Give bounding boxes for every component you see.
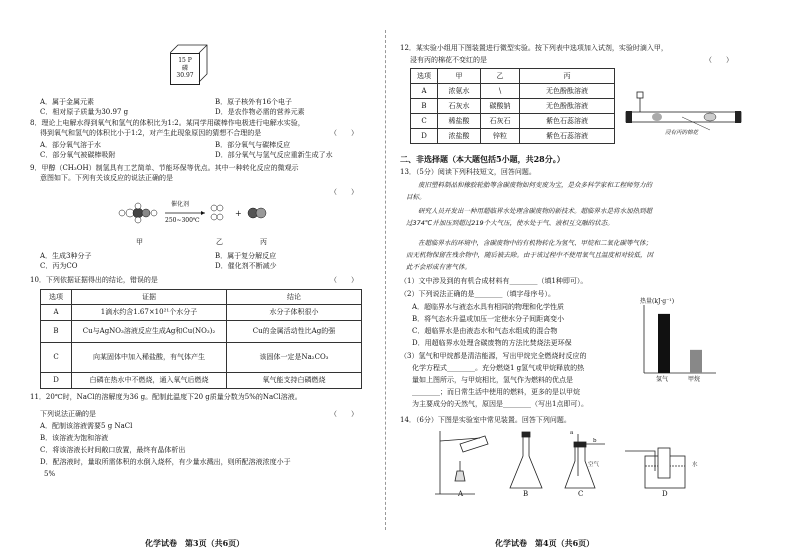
q8-option-a: A．部分氧气溶于水 [40, 141, 102, 149]
q11-option-d: D．配溶液时，量取所需体积的水倒入烧杯，有少量水溅出，则所配溶液浓度小于 [40, 458, 291, 466]
q11-stem-line1: 11．20℃时，NaCl的溶解度为36 g。配制此温度下20 g质量分数为5%的NaCl溶液。 [30, 393, 302, 401]
element-mass: 30.97 [176, 72, 194, 79]
page-footer-left: 化学试卷 第3页（共6页） [145, 538, 245, 548]
q13-sub3-line2: 化学方程式________。充分燃烧1 g氢气或甲烷释放的热 [412, 364, 585, 372]
stopper-right [735, 111, 741, 123]
table-cell: 紫色石蕊溶液 [520, 129, 615, 144]
q9-answer-paren: （ ） [330, 188, 358, 196]
table-row [411, 99, 615, 114]
table-cell: 紫色石蕊溶液 [520, 114, 615, 129]
q13-sub2-option-c: C．超临界水是由液态水和气态水组成的混合物 [412, 327, 558, 335]
q8-option-d: D．部分氧气与氢气反应重新生成了水 [215, 151, 333, 159]
q13-sub3-line3: 量如上图所示，与甲烷相比，氢气作为燃料的优点是 [412, 376, 573, 384]
q9-label-bing: 丙 [260, 238, 267, 246]
table-cell: 无色酚酞溶液 [520, 99, 615, 114]
table-cell: B [41, 321, 72, 343]
table-cell: 白磷在热水中不燃烧，通入氧气后燃烧 [72, 373, 227, 389]
table-header-cell: 选项 [411, 69, 438, 84]
table-header-cell: 乙 [481, 69, 520, 84]
q7-option-c: C．相对原子质量为30.97 g [40, 108, 129, 116]
q8-option-b: B．部分氧气与碳棒反应 [215, 141, 291, 149]
q10-stem: 10．下列依据证据得出的结论，错误的是 [30, 276, 158, 284]
table-cell: 碳酸钠 [481, 99, 520, 114]
apparatus-d [625, 448, 685, 488]
q13-sub2-option-a: A．超临界水与液态水具有相同的物理和化学性质 [412, 303, 565, 311]
q13-sub3-line5: 为主要成分的天然气，原因是________（写出1点即可）。 [412, 400, 588, 408]
q13-sub1: （1）文中涉及到的有机合成材料有________（填1种即可）。 [400, 277, 588, 285]
q8-stem-line2: 得到氧气和氢气的体积比小于1:2，对产生此现象原因的猜想不合理的是 [40, 129, 262, 137]
reagent-yi [652, 113, 662, 121]
q12-answer-paren: （ ） [705, 56, 733, 64]
q11-stem-line2: 下列说法正确的是 [40, 410, 96, 418]
q14-d-label-water: 水 [692, 462, 698, 468]
table-row [41, 305, 362, 321]
q11-option-c: C．将该溶液长时间敞口放置，最终有晶体析出 [40, 446, 186, 454]
q12-cotton-label: 浸有丙的棉花 [665, 130, 699, 136]
page-footer-right: 化学试卷 第4页（共6页） [495, 538, 595, 548]
cotton-ball [704, 113, 716, 121]
q10-table [40, 289, 362, 389]
q9-stem-line1: 9．甲醇（CH₃OH）制氢具有工艺简单、节能环保等优点。其中一种转化反应的微观示 [30, 164, 299, 172]
q11-option-a: A．配制该溶液需要5 g NaCl [40, 422, 133, 430]
q7-option-d: D．是农作物必需的营养元素 [215, 108, 305, 116]
table-cell: 氧气能支持白磷燃烧 [227, 373, 362, 389]
table-row [41, 321, 362, 343]
table-row [41, 373, 362, 389]
q13-sub2: （2）下列说法正确的是________（填字母序号）。 [400, 290, 555, 298]
chart-bar [658, 314, 670, 373]
q13-passage-p2b: 过374℃并加压到超过219个大气压，使水处于气、液相互交融的状态。 [406, 219, 614, 227]
q13-passage-p3: 在超临界水的环境中，含碳废物中的有机物转化为氢气、甲烷和二氧化碳等气体； [418, 239, 652, 247]
q13-sub3-line4: ________；而日常生活中使用的燃料，更多的是以甲烷 [412, 388, 580, 396]
section-2-title: 二、非选择题（本大题包括5小题，共28分。） [400, 154, 565, 164]
table-cell: 石灰水 [438, 99, 481, 114]
table-row [41, 343, 362, 373]
table-row [411, 114, 615, 129]
stopper-left [626, 111, 632, 123]
table-header-cell: 结论 [227, 290, 362, 305]
table-cell: A [411, 84, 438, 99]
hydrogen-molecules [211, 205, 223, 220]
q13-sub2-option-d: D．用超临界水处理含碳废物的方法比焚烧法更环保 [412, 339, 572, 347]
q14-c-label-b: b [593, 438, 597, 444]
table-cell: Cu的金属活动性比Ag的强 [227, 321, 362, 343]
table-cell: 1滴水约含1.67×10²¹个水分子 [72, 305, 227, 321]
table-cell: C [411, 114, 438, 129]
table-cell: A [41, 305, 72, 321]
table-cell: 浓盐酸 [438, 129, 481, 144]
q11-option-b: B．该溶液为饱和溶液 [40, 434, 109, 442]
q7-option-b: B．原子核外有16个电子 [215, 98, 293, 106]
table-cell: 稀盐酸 [438, 114, 481, 129]
right-page [400, 0, 760, 560]
methanol-molecule [119, 203, 157, 223]
table-header-row [41, 290, 362, 305]
chart-ylabel: 热量(kJ·g⁻¹) [640, 298, 675, 305]
apparatus-b [510, 432, 542, 488]
q8-answer-paren: （ ） [330, 129, 358, 137]
table-cell: 无色酚酞溶液 [520, 84, 615, 99]
table-cell: D [41, 373, 72, 389]
table-cell: 浓氨水 [438, 84, 481, 99]
co-molecule [248, 208, 266, 218]
q13-passage-p2: 研究人员开发出一种用超临界水处理含碳废物的新技术。超临界水是将水加热到超 [418, 207, 652, 215]
table-header-cell: 丙 [520, 69, 615, 84]
table-header-cell: 证据 [72, 290, 227, 305]
q9-stem-line2: 意图如下。下列有关该反应的说法正确的是 [40, 174, 173, 182]
table-header-cell: 甲 [438, 69, 481, 84]
page-divider [385, 30, 386, 530]
q13-passage-p3c: 此不会形成有害气体。 [406, 263, 471, 271]
table-cell: \ [481, 84, 520, 99]
element-card-3d-edge [170, 44, 210, 84]
chart-category-label: 甲烷 [688, 376, 701, 383]
q13-passage-p1: 废旧塑料制品和橡胶轮胎等含碳废物如何变废为宝，是众多科学家和工程师努力的 [418, 181, 652, 189]
chart-bar [690, 350, 702, 373]
q9-label-jia: 甲 [136, 238, 143, 246]
table-cell: 锌粒 [481, 129, 520, 144]
apparatus-c [565, 434, 605, 488]
element-name: 磷 [181, 64, 188, 72]
q7-option-a: A．属于金属元素 [40, 98, 95, 106]
table-cell: C [41, 343, 72, 373]
q13-sub3-line1: （3）氢气和甲烷都是清洁能源，写出甲烷完全燃烧时反应的 [400, 352, 587, 360]
q14-label-d: D [662, 490, 668, 498]
table-cell: 石灰石 [481, 114, 520, 129]
q14-label-a: A [458, 490, 464, 498]
heat-bar-chart [638, 305, 718, 385]
left-page [30, 0, 375, 560]
table-cell: D [411, 129, 438, 144]
q10-answer-paren: （ ） [330, 276, 358, 284]
table-cell: B [411, 99, 438, 114]
chart-category-label: 氢气 [656, 376, 669, 383]
q9-label-yi: 乙 [216, 238, 223, 246]
q14-c-label-a: a [570, 430, 574, 436]
table-cell: 水分子体积很小 [227, 305, 362, 321]
q9-option-a: A．生成3种分子 [40, 252, 92, 260]
table-cell: 该固体一定是Na₂CO₃ [227, 343, 362, 373]
table-cell: Cu与AgNO₃溶液反应生成Ag和Cu(NO₃)₂ [72, 321, 227, 343]
table-row [411, 129, 615, 144]
q13-passage-p1b: 目标。 [406, 193, 426, 201]
apparatus-a [435, 431, 488, 494]
q13-stem: 13．（5分）阅读下列科技短文，回答问题。 [400, 168, 536, 176]
element-number-symbol: 15 P [178, 57, 192, 64]
q9-option-c: C．丙为CO [40, 262, 78, 270]
q9-temperature-label: 250~300℃ [165, 217, 200, 224]
q14-label-b: B [523, 490, 529, 498]
q8-stem-line1: 8．理论上电解水得到氧气和氢气的体积比为1:2。某同学用碳棒作电极进行电解水实验， [30, 119, 305, 127]
table-cell: 向某固体中加入稀盐酸，有气体产生 [72, 343, 227, 373]
table-row [411, 84, 615, 99]
q9-option-d: D．催化剂不断减少 [215, 262, 277, 270]
q8-option-c: C．部分氧气被碳棒吸附 [40, 151, 116, 159]
q9-option-b: B．属于复分解反应 [215, 252, 277, 260]
q14-label-c: C [578, 490, 584, 498]
q11-answer-paren: （ ） [330, 410, 358, 418]
q14-c-label-air: 空气 [588, 462, 600, 468]
q13-sub2-option-b: B．将气态水升温或加压一定使水分子间距离变小 [412, 315, 565, 323]
q12-stem-line2: 浸有丙的棉花不变红的是 [410, 56, 487, 64]
table-header-row [411, 69, 615, 84]
q12-table [410, 68, 615, 144]
glass-tube [626, 112, 741, 122]
q9-catalyst-label: 催化剂 [171, 201, 190, 208]
plus-sign: + [235, 209, 242, 218]
q13-passage-p3b: 而无机物保留在残余物中，随后被去除。由于该过程中不使用氧气且温度相对较低，因 [406, 251, 653, 259]
table-header-cell: 选项 [41, 290, 72, 305]
q14-stem: 14．（6分）下图是实验室中常见装置。回答下列问题。 [400, 416, 571, 424]
q11-option-d-cont: 5% [44, 470, 56, 478]
q12-stem-line1: 12．某实验小组用下图装置进行微型实验。按下列表中选项加入试剂，实验时滴入甲， [400, 44, 668, 52]
